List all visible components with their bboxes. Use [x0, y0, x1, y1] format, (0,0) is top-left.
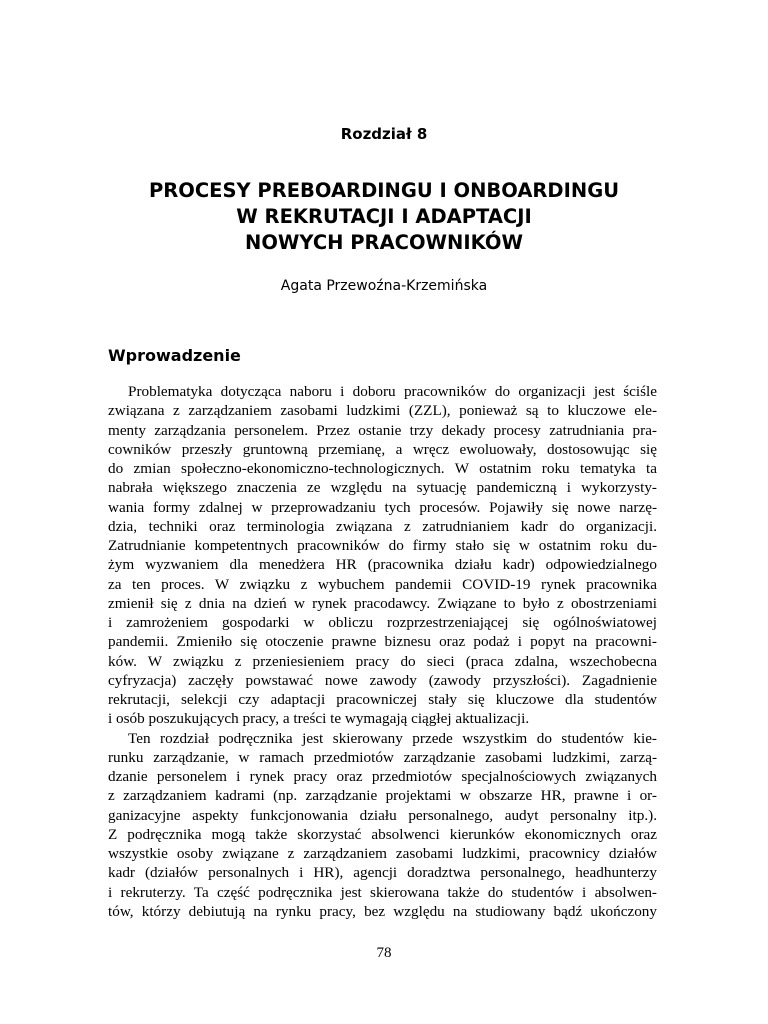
- text-line: cowników przeszły gruntowną przemianę, a wręcz ewoluowały, dostosowując się: [108, 440, 657, 458]
- text-line: Problematyka dotycząca naboru i doboru pracowników do organizacji jest ściśle: [128, 383, 657, 400]
- text-line: do zmian społeczno-ekonomiczno-technologicznych. W ostatnim roku tematyka ta: [108, 460, 657, 477]
- text-line: kadr (działów personalnych i HR), agencji doradztwa personalnego, headhunterzy: [108, 864, 657, 882]
- author-name: Agata Przewoźna-Krzemińska: [280, 278, 488, 294]
- text-line: żym wyzwaniem dla menedżera HR (pracownika działu kadr) odpowiedzialnego: [108, 556, 657, 574]
- text-line: menty zarządzania personelem. Przez ostanie trzy dekady procesy zatrudniania pra-: [108, 421, 657, 439]
- text-line: i zamrożeniem gospodarki w obliczu rozprzestrzeniającej się ogólnoświatowej: [108, 614, 657, 631]
- text-line: i rekruterzy. Ta część podręcznika jest skierowana także do studentów i absolwen-: [108, 883, 657, 901]
- text-line: rekrutacji, selekcji czy adaptacji pracowniczej stały się kluczowe dla studentów: [108, 691, 657, 708]
- section-heading: Wprowadzenie: [108, 346, 241, 365]
- text-line: wszystkie osoby związane z zarządzaniem zasobami ludzkimi, pracownicy działów: [108, 845, 657, 862]
- text-line: ków. W związku z przeniesieniem pracy do sieci (praca zdalna, wszechobecna: [108, 652, 657, 670]
- text-line: z zarządzaniem kadrami (np. zarządzanie projektami w obszarze HR, prawne i or-: [108, 787, 657, 805]
- text-line: dzia, techniki oraz terminologia związana z zatrudnianiem kadr do organizacji.: [108, 517, 657, 535]
- text-line: ganizacyjne aspekty funkcjonowania działu personalnego, audyt personalny itp.).: [108, 806, 657, 824]
- text-line: nabrała większego znaczenia ze względu na sytuację pandemiczną i wykorzysty-: [108, 479, 657, 497]
- body-text: [108, 382, 657, 921]
- text-line: pandemii. Zmieniło się otoczenie prawne biznesu oraz podaż i popyt na pracowni-: [108, 633, 657, 651]
- page-number: 78: [376, 945, 392, 961]
- text-line: za ten proces. W związku z wybuchem pandemii COVID-19 rynek pracownika: [108, 575, 657, 593]
- chapter-title-line: W REKRUTACJI I ADAPTACJI: [236, 205, 532, 228]
- text-line: związana z zarządzaniem zasobami ludzkimi (ZZL), ponieważ są to kluczowe ele-: [108, 402, 657, 420]
- text-line: tów, którzy debiutują na rynku pracy, bez względu na studiowany bądź ukończony: [108, 902, 657, 920]
- chapter-title-line: NOWYCH PRACOWNIKÓW: [245, 231, 523, 254]
- text-line: i osób poszukujących pracy, a treści te wymagają ciągłej aktualizacji.: [108, 710, 530, 728]
- text-line: zmienił się z dnia na dzień w rynek pracodawcy. Związane to było z obostrzeniami: [108, 594, 657, 612]
- text-line: Zatrudnianie kompetentnych pracowników do firmy stało się w ostatnim roku du-: [108, 537, 657, 554]
- text-line: dzanie personelem i rynek pracy oraz przedmiotów specjalnościowych związanych: [108, 768, 657, 785]
- text-line: Z podręcznika mogą także skorzystać absolwenci kierunków ekonomicznych oraz: [108, 825, 657, 843]
- chapter-label: Rozdział 8: [340, 125, 428, 143]
- chapter-title-line: PROCESY PREBOARDINGU I ONBOARDINGU: [148, 179, 620, 202]
- text-line: wania formy zdalnej w przeprowadzaniu tych procesów. Pojawiły się nowe narzę-: [108, 498, 657, 516]
- text-line: runku zarządzanie, w ramach przedmiotów zarządzanie zasobami ludzkimi, zarzą-: [108, 748, 657, 766]
- text-line: cyfryzacja) zaczęły powstawać nowe zawody (zawody przyszłości). Zagadnienie: [108, 671, 657, 689]
- chapter-title: [0, 178, 768, 256]
- text-line: Ten rozdział podręcznika jest skierowany przede wszystkim do studentów kie-: [128, 729, 657, 747]
